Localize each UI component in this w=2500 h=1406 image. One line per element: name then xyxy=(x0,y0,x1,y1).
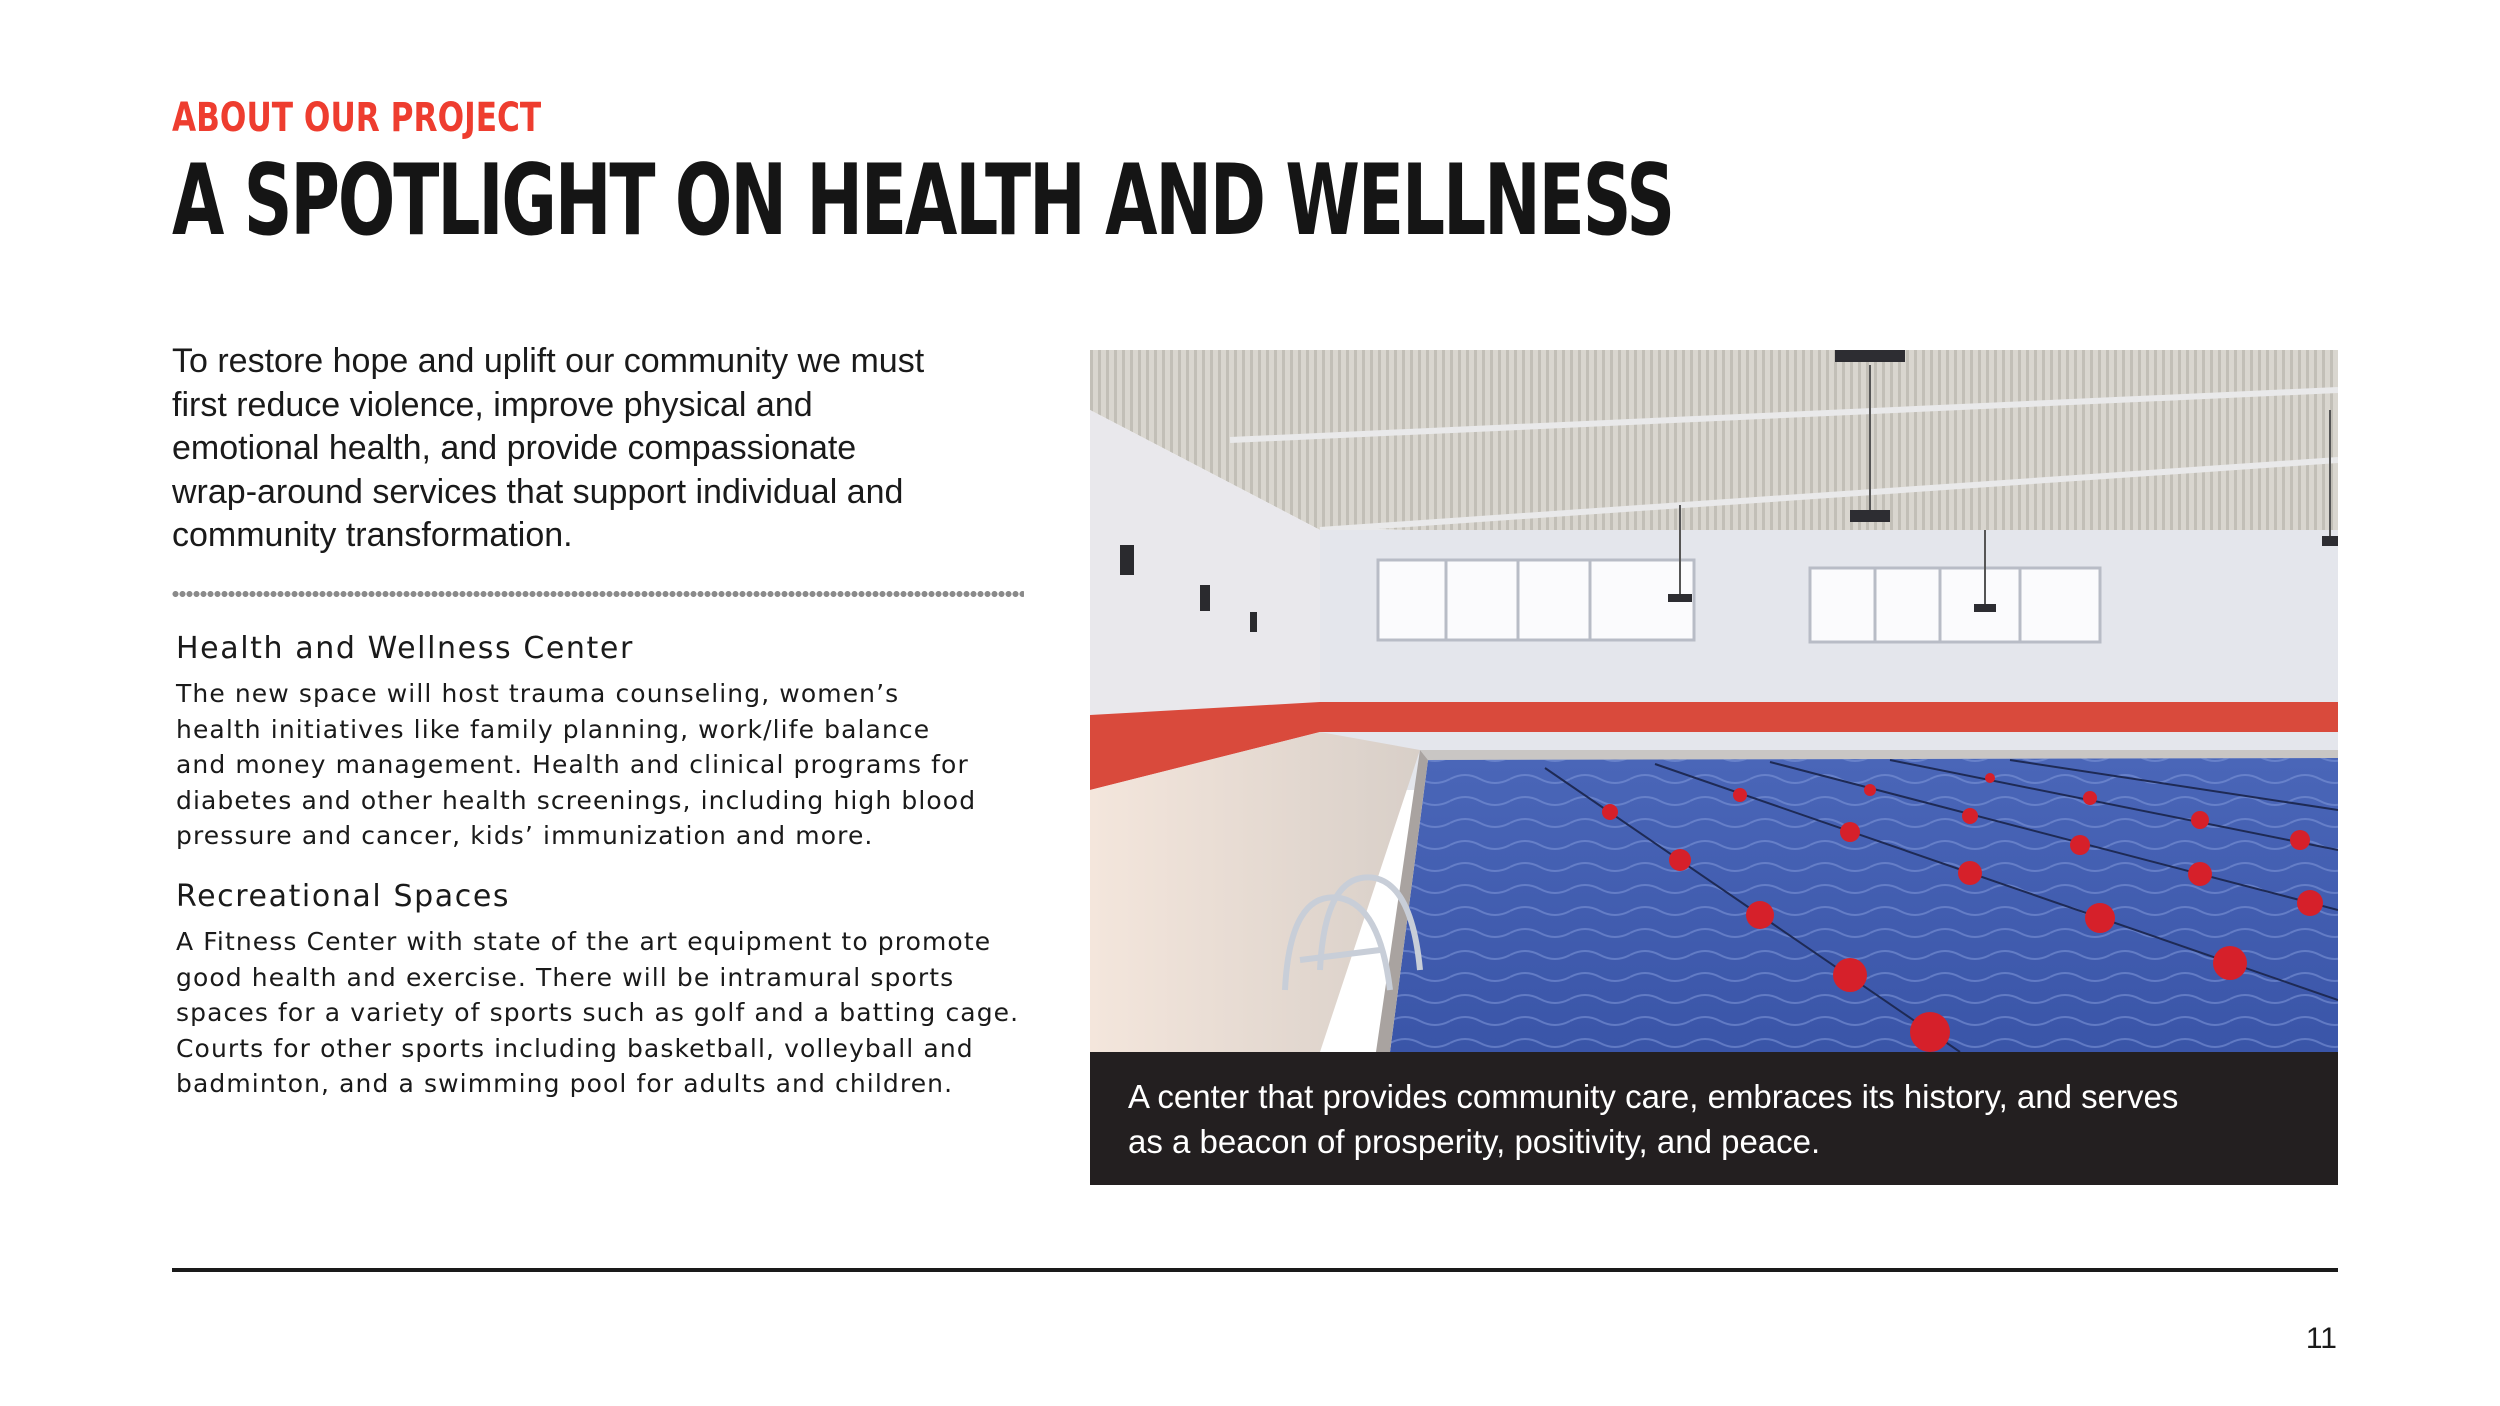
intro-line: wrap-around services that support individual and xyxy=(172,472,904,511)
pool-rendering-image xyxy=(1090,350,2338,1052)
section-line: Courts for other sports including basketball, volleyball and xyxy=(176,1033,974,1063)
intro-paragraph xyxy=(172,340,972,558)
section-line: health initiatives like family planning, work/life balance xyxy=(176,714,931,744)
section-line: A Fitness Center with state of the art equipment to promote xyxy=(176,927,992,956)
section-body-health xyxy=(176,676,1076,854)
section-line: good health and exercise. There will be intramural sports xyxy=(176,962,955,992)
section-line: spaces for a variety of sports such as golf and a batting cage. xyxy=(176,998,1020,1027)
caption-line: as a beacon of prosperity, positivity, and peace. xyxy=(1128,1123,1821,1160)
intro-line: emotional health, and provide compassionate xyxy=(172,429,857,467)
intro-line: community transformation. xyxy=(172,516,573,554)
caption-box xyxy=(1090,1052,2338,1185)
intro-line: To restore hope and uplift our community we must xyxy=(172,342,925,380)
eyebrow-heading: ABOUT OUR PROJECT xyxy=(172,95,542,141)
page-title: A SPOTLIGHT ON HEALTH AND WELLNESS xyxy=(172,144,1673,258)
section-body-recreation xyxy=(176,924,1076,1102)
section-line: The new space will host trauma counseling, women’s xyxy=(176,679,900,708)
page-number: 11 xyxy=(2305,1322,2337,1355)
section-line: and money management. Health and clinical programs for xyxy=(176,750,969,779)
footer-rule xyxy=(172,1268,2338,1272)
section-line: pressure and cancer, kids’ immunization and more. xyxy=(176,821,874,850)
section-line: diabetes and other health screenings, including high blood xyxy=(176,785,977,815)
intro-line: first reduce violence, improve physical and xyxy=(172,385,813,424)
caption-text xyxy=(1128,1074,2228,1164)
pool-deck xyxy=(1090,732,1420,1052)
section-line: badminton, and a swimming pool for adults and children. xyxy=(176,1069,954,1098)
dotted-divider xyxy=(172,590,1024,598)
caption-line: A center that provides community care, embraces its history, and serves xyxy=(1128,1078,2179,1115)
tile-band xyxy=(1320,702,2338,732)
section-title-recreation: Recreational Spaces xyxy=(176,879,511,914)
section-title-health: Health and Wellness Center xyxy=(176,631,634,666)
